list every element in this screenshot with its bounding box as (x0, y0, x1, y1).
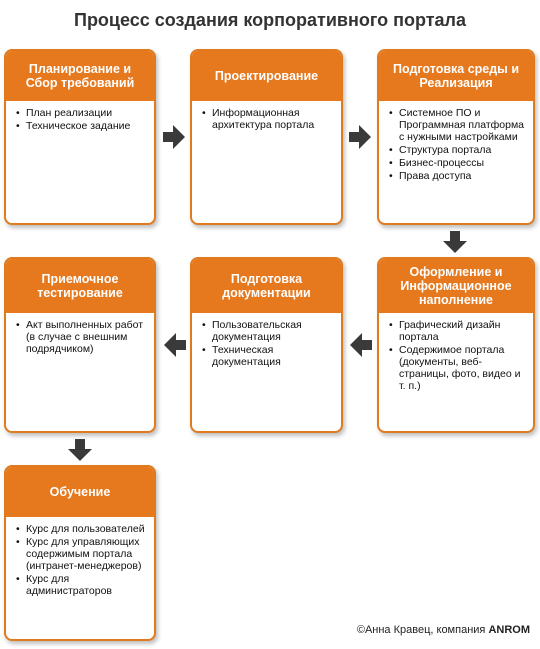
stage-title: Подготовка среды и Реализация (379, 51, 533, 101)
arrow-left-icon (350, 333, 372, 357)
stage-card-content (377, 257, 535, 433)
stage-item: • Структура портала (399, 144, 527, 156)
stage-title: Проектирование (192, 51, 341, 101)
stage-title: Обучение (6, 467, 154, 517)
stage-card-documentation (190, 257, 343, 433)
stage-item: • Графический дизайн портала (399, 319, 527, 343)
stage-items (6, 517, 154, 602)
stage-item: • Права доступа (399, 170, 527, 182)
stage-item: • План реализации (26, 107, 148, 119)
stage-card-planning (4, 49, 156, 225)
stage-item: • Пользовательская документация (212, 319, 335, 343)
stage-items (192, 313, 341, 373)
stage-title: Приемочное тестирование (6, 259, 154, 313)
stage-item: • Информационная архитектура портала (212, 107, 335, 131)
arrow-left-icon (164, 333, 186, 357)
stage-card-implementation (377, 49, 535, 225)
arrow-down-icon (68, 439, 92, 461)
stage-item: • Акт выполненных работ (в случае с внешним подрядчиком) (26, 319, 148, 355)
stage-card-acceptance (4, 257, 156, 433)
arrow-right-icon (163, 125, 185, 149)
stage-item: • Содержимое портала (документы, веб-страницы, фото, видео и т. п.) (399, 344, 527, 392)
stage-title: Оформление и Информационное наполнение (379, 259, 533, 313)
stage-item: • Техническая документация (212, 344, 335, 368)
stage-item: • Бизнес-процессы (399, 157, 527, 169)
stage-items (6, 313, 154, 360)
stage-title: Подготовка документации (192, 259, 341, 313)
arrow-down-icon (443, 231, 467, 253)
arrow-right-icon (349, 125, 371, 149)
stage-items (6, 101, 154, 137)
stage-item: • Курс для пользователей (26, 523, 148, 535)
copyright-note (357, 624, 530, 636)
stage-card-design (190, 49, 343, 225)
copyright-text: ©Анна Кравец, компания (356, 624, 489, 636)
stage-title: Планирование и Сбор требований (6, 51, 154, 101)
stage-items (192, 101, 341, 136)
stage-item: • Системное ПО и Программная платформа с нужными настройками (399, 107, 527, 143)
brand-name: ANROM (488, 624, 530, 636)
diagram-title: Процесс создания корпоративного портала (74, 10, 466, 30)
stage-items (379, 101, 533, 187)
stage-item: • Техническое задание (26, 120, 148, 132)
stage-card-training (4, 465, 156, 641)
stage-item: • Курс для администраторов (26, 573, 148, 597)
stage-items (379, 313, 533, 397)
stage-item: • Курс для управляющих содержимым портала (интранет-менеджеров) (26, 536, 148, 572)
